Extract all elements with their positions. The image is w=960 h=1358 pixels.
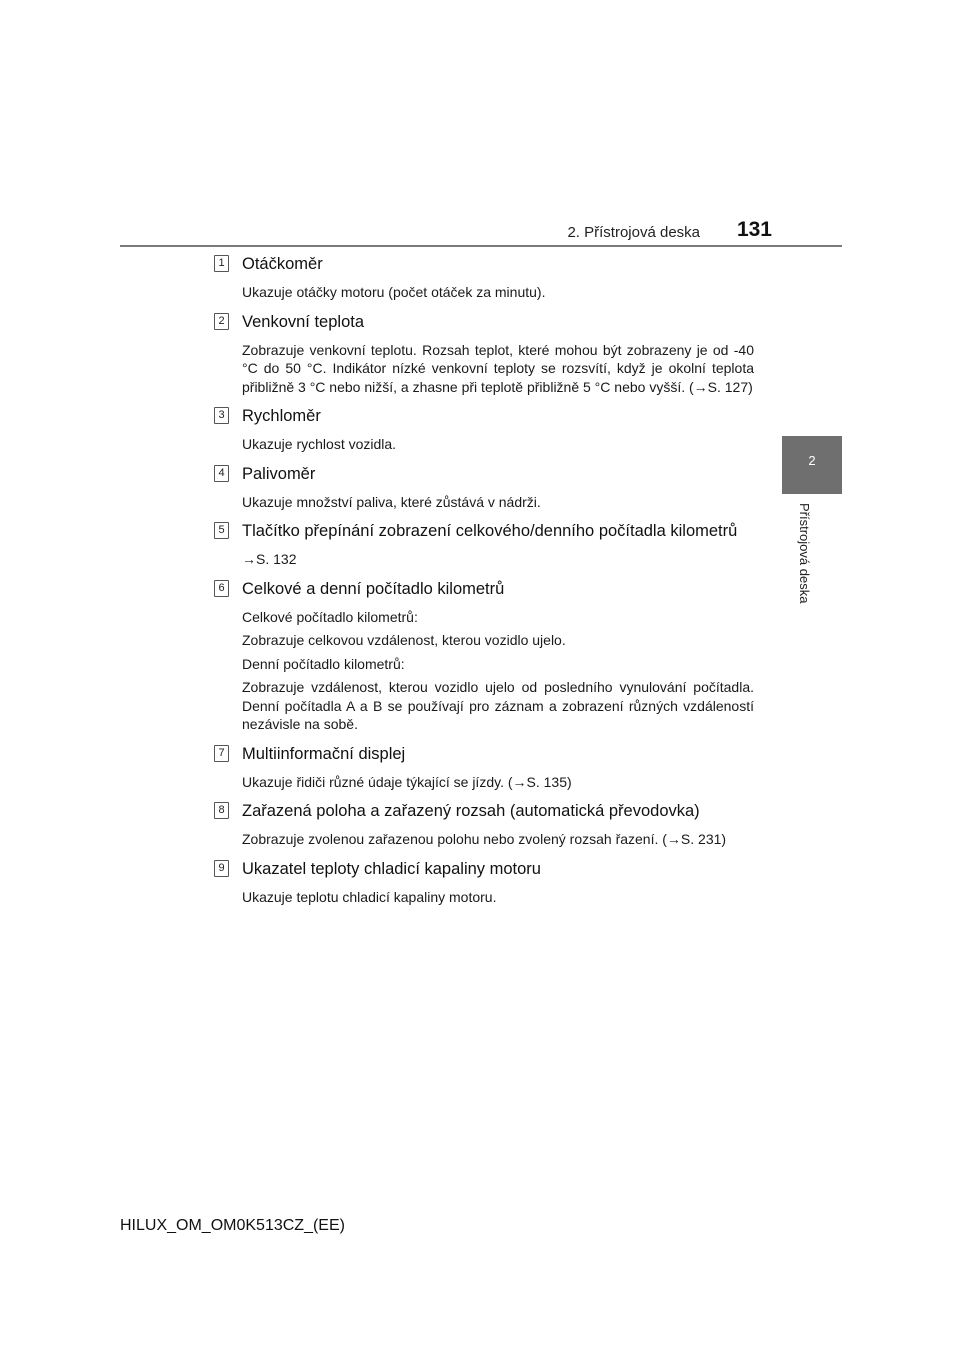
item-heading [214,743,754,765]
item-number-badge: 8 [214,802,229,819]
list-item [214,311,754,397]
item-text: →S. 132 [242,551,297,567]
item-title: Otáčkoměr [242,255,323,273]
item-heading [214,858,754,880]
item-text: Zobrazuje zvolenou zařazenou polohu nebo zvolený rozsah řazení. (→S. 231) [242,831,727,847]
item-number-badge: 9 [214,860,229,877]
item-heading [214,800,754,822]
item-description [214,608,754,734]
item-text: Denní počítadlo kilometrů: [242,655,405,672]
item-text: Zobrazuje venkovní teplotu. Rozsah teplot, které mohou být zobrazeny je od -40 °C do 50 °C. Indikátor nízké venkovní teploty se rozsvítí, když je okolní teplota přibližně 3 °C nebo nižší, a zhasne při teplotě přibližně 5 °C nebo vyšší. (→S. 127) [242,341,754,395]
item-heading [214,463,754,485]
document-code: HILUX_OM_OM0K513CZ_(EE) [120,1217,345,1234]
item-heading [214,405,754,427]
chapter-label: Přístrojová deska [797,503,812,604]
item-heading [214,578,754,600]
item-text: Ukazuje teplotu chladicí kapaliny motoru. [242,888,497,905]
item-number-badge: 4 [214,465,229,482]
item-number-badge: 1 [214,255,229,272]
item-description [214,341,754,397]
item-number-badge: 3 [214,407,229,424]
item-title: Tlačítko přepínání zobrazení celkového/denního počítadla kilometrů [242,522,738,540]
page-header [120,216,840,246]
item-text: Celkové počítadlo kilometrů: [242,608,418,625]
item-text: Ukazuje otáčky motoru (počet otáček za minutu). [242,284,546,300]
item-text: Ukazuje rychlost vozidla. [242,436,397,452]
item-description [214,773,754,792]
item-description [214,283,754,302]
item-description [214,435,754,454]
item-list [214,253,754,915]
item-title: Venkovní teplota [242,312,365,331]
item-title: Zařazená poloha a zařazený rozsah (automatická převodovka) [242,802,700,820]
chapter-number: 2 [808,453,816,468]
item-text: Zobrazuje celkovou vzdálenost, kterou vozidlo ujelo. [242,632,566,648]
item-description [214,493,754,512]
item-title: Celkové a denní počítadlo kilometrů [242,579,505,598]
section-title: 2. Přístrojová deska [567,224,700,241]
item-description [214,830,754,849]
item-title: Rychloměr [242,407,321,425]
item-description [214,888,754,907]
chapter-tab [782,436,842,494]
item-number-badge: 7 [214,745,229,762]
item-text: Ukazuje řidiči různé údaje týkající se jízdy. (→S. 135) [242,773,572,790]
list-item [214,858,754,907]
item-description [214,550,754,569]
list-item [214,253,754,302]
item-title: Multiinformační displej [242,744,406,763]
item-heading [214,253,754,275]
item-title: Ukazatel teploty chladicí kapaliny motoru [242,859,541,878]
list-item [214,800,754,849]
list-item [214,463,754,512]
list-item [214,578,754,734]
list-item [214,520,754,569]
item-number-badge: 5 [214,522,229,539]
header-divider [120,245,842,247]
list-item [214,405,754,454]
item-text: Ukazuje množství paliva, které zůstává v nádrži. [242,493,541,510]
list-item [214,743,754,792]
item-text: Zobrazuje vzdálenost, kterou vozidlo ujelo od posledního vynulování počítadla. Denní počítadla A a B se používají pro záznam a zobrazení různých vzdáleností nezávisle na sobě. [242,679,754,732]
item-heading [214,520,754,542]
page-number: 131 [736,218,772,241]
item-number-badge: 6 [214,580,229,597]
item-number-badge: 2 [214,313,229,330]
item-title: Palivoměr [242,464,316,483]
item-heading [214,311,754,333]
